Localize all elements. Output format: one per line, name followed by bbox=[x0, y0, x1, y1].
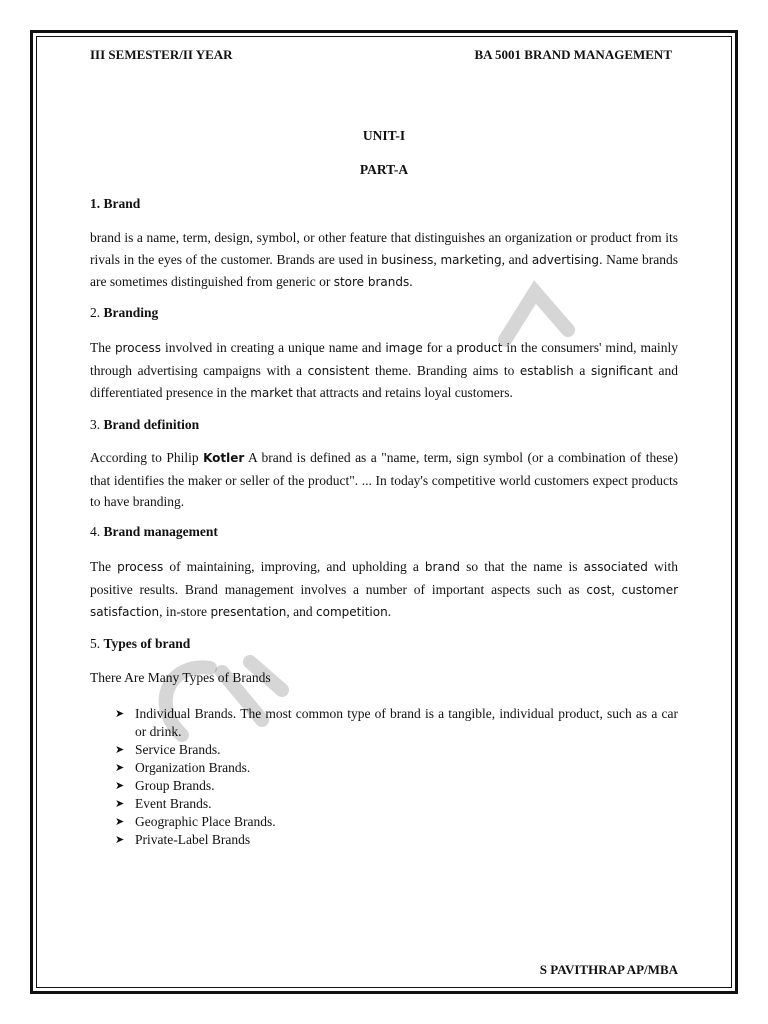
section-heading-types-of-brand bbox=[90, 636, 190, 652]
paragraph: The process involved in creating a unique name and image for a product in the consumers' mind, mainly through advertising campaigns with a consistent theme. Branding aims to establish a significant and differentiated presence in the market that attracts and retains loyal customers. bbox=[90, 340, 678, 400]
section-number: 4. bbox=[90, 524, 101, 539]
section-body-brand bbox=[90, 227, 678, 294]
section-title: Types of brand bbox=[103, 636, 191, 651]
arrow-bullet-icon: ➤ bbox=[115, 761, 125, 774]
list-item: ➤ Private-Label Brands bbox=[115, 832, 251, 847]
list-item: ➤ Service Brands. bbox=[115, 742, 221, 757]
paragraph: The process of maintaining, improving, and upholding a brand so that the name is associated with positive results. Brand management involves a number of important aspects such as cost, customer satisfaction, in-store presentation, and competition. bbox=[90, 559, 679, 619]
list-item: ➤ Event Brands. bbox=[115, 796, 212, 811]
unit-title: UNIT-I bbox=[362, 128, 406, 143]
section-number: 2. bbox=[90, 305, 101, 320]
section-heading-branding bbox=[90, 305, 158, 321]
section-title: Brand definition bbox=[103, 417, 200, 432]
section-heading-brand-definition bbox=[90, 417, 199, 433]
arrow-bullet-icon: ➤ bbox=[115, 707, 125, 720]
section-number: 3. bbox=[90, 417, 101, 432]
arrow-bullet-icon: ➤ bbox=[115, 797, 125, 810]
paragraph: According to Philip Kotler A brand is defined as a "name, term, sign symbol (or a combination of these) that identifies the maker or seller of the product". ... In today's competitive world customers expect products to have branding. bbox=[90, 450, 678, 509]
section-body-branding bbox=[90, 337, 678, 405]
arrow-bullet-icon: ➤ bbox=[115, 815, 125, 828]
section-heading-brand bbox=[90, 196, 140, 212]
section-title: Brand bbox=[103, 196, 141, 211]
header-course: BA 5001 BRAND MANAGEMENT bbox=[474, 47, 672, 62]
section-body-brand-management bbox=[90, 556, 678, 624]
brand-types-list bbox=[115, 705, 678, 849]
page-footer-author: S PAVITHRAP AP/MBA bbox=[539, 962, 678, 977]
section-title: Brand management bbox=[103, 524, 218, 539]
header-semester: III SEMESTER/II YEAR bbox=[90, 47, 233, 62]
list-item: ➤ Individual Brands. The most common type of brand is a tangible, individual product, such as a car or drink. bbox=[115, 706, 678, 739]
section-number: 1. bbox=[90, 196, 101, 211]
page-header bbox=[90, 47, 672, 63]
list-item: ➤ Organization Brands. bbox=[115, 760, 251, 775]
part-title: PART-A bbox=[359, 162, 409, 177]
section-title: Branding bbox=[103, 305, 159, 320]
arrow-bullet-icon: ➤ bbox=[115, 833, 125, 846]
section-body-brand-definition bbox=[90, 447, 678, 513]
list-item: ➤ Geographic Place Brands. bbox=[115, 814, 276, 829]
list-item: ➤ Group Brands. bbox=[115, 778, 215, 793]
types-intro: There Are Many Types of Brands bbox=[90, 670, 271, 685]
paragraph: brand is a name, term, design, symbol, or other feature that distinguishes an organization or product from its rivals in the eyes of the customer. Brands are used in business, marketing, and advertising. Name brands are sometimes distinguished from generic or store brands. bbox=[90, 230, 678, 289]
section-heading-brand-management bbox=[90, 524, 218, 540]
section-number: 5. bbox=[90, 636, 101, 651]
arrow-bullet-icon: ➤ bbox=[115, 779, 125, 792]
arrow-bullet-icon: ➤ bbox=[115, 743, 125, 756]
